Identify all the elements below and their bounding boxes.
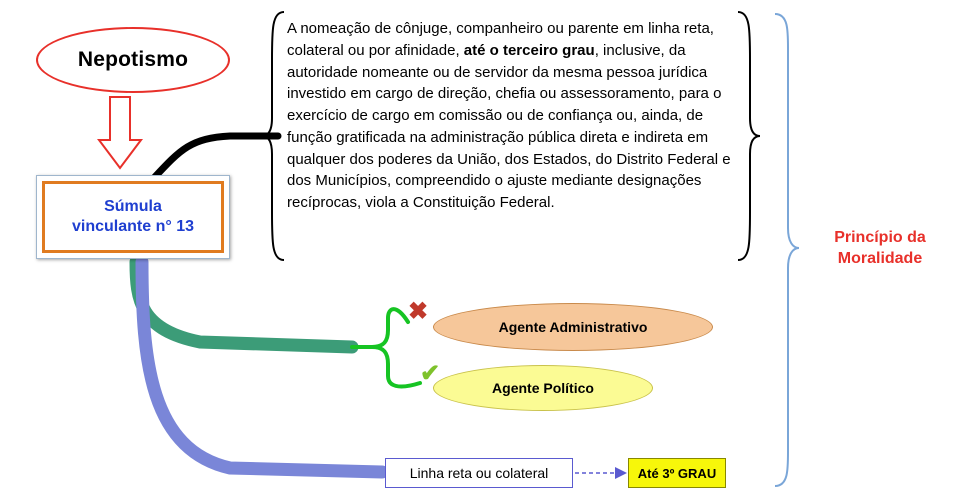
connector-green-branch [136, 262, 352, 347]
sumula-text-part1: A nomeação de cônjuge, companheiro ou parente em linha reta, colateral ou por afinidade, [287, 20, 714, 59]
text-left-bracket-icon [262, 12, 284, 260]
sumula-text-bold: até o terceiro grau [463, 41, 595, 59]
cross-icon: ✖ [408, 298, 429, 325]
nepotismo-node [36, 27, 230, 93]
grau-label: Até 3º GRAU [637, 465, 717, 481]
down-arrow-icon [99, 97, 141, 168]
sumula-text-part2: , inclusive, da autoridade nomeante ou de servidor da mesma pessoa jurídica investido em cargo de direção, chefia ou assessoramento, para o exercício de cargo em comissão ou de confiança ou, ainda, de função gratificada na administração pública direta e indireta em qualquer dos poderes da União, dos Estados, do Distrito Federal e dos Municípios, compreendido o ajuste mediante designações recíprocas, viola a Constituição Federal. [287, 41, 731, 211]
nepotismo-label: Nepotismo [77, 48, 189, 71]
linha-reta-box [385, 458, 573, 488]
sumula-vinculante-node [36, 175, 230, 259]
grau-box [628, 458, 726, 488]
connector-blue-branch [142, 262, 382, 472]
connector-sumula-to-text [152, 136, 278, 180]
connector-green-fork [352, 309, 408, 347]
sumula-text-block [287, 18, 732, 214]
linha-reta-label: Linha reta ou colateral [409, 465, 549, 481]
moralidade-bracket-icon [775, 14, 799, 486]
sumula-label: Súmula vinculante n° 13 [72, 198, 194, 235]
agente-politico-label: Agente Político [492, 380, 594, 396]
agente-administrativo-label: Agente Administrativo [498, 319, 648, 335]
agente-administrativo-node [433, 303, 713, 351]
principio-moralidade-label: Princípio da Moralidade [834, 229, 926, 267]
text-right-bracket-icon [738, 12, 760, 260]
dashed-arrow-icon [575, 467, 627, 479]
agente-politico-node [433, 365, 653, 411]
check-icon: ✔ [420, 360, 441, 387]
sumula-inner-frame [42, 181, 224, 253]
connector-green-fork-lower [372, 347, 420, 387]
